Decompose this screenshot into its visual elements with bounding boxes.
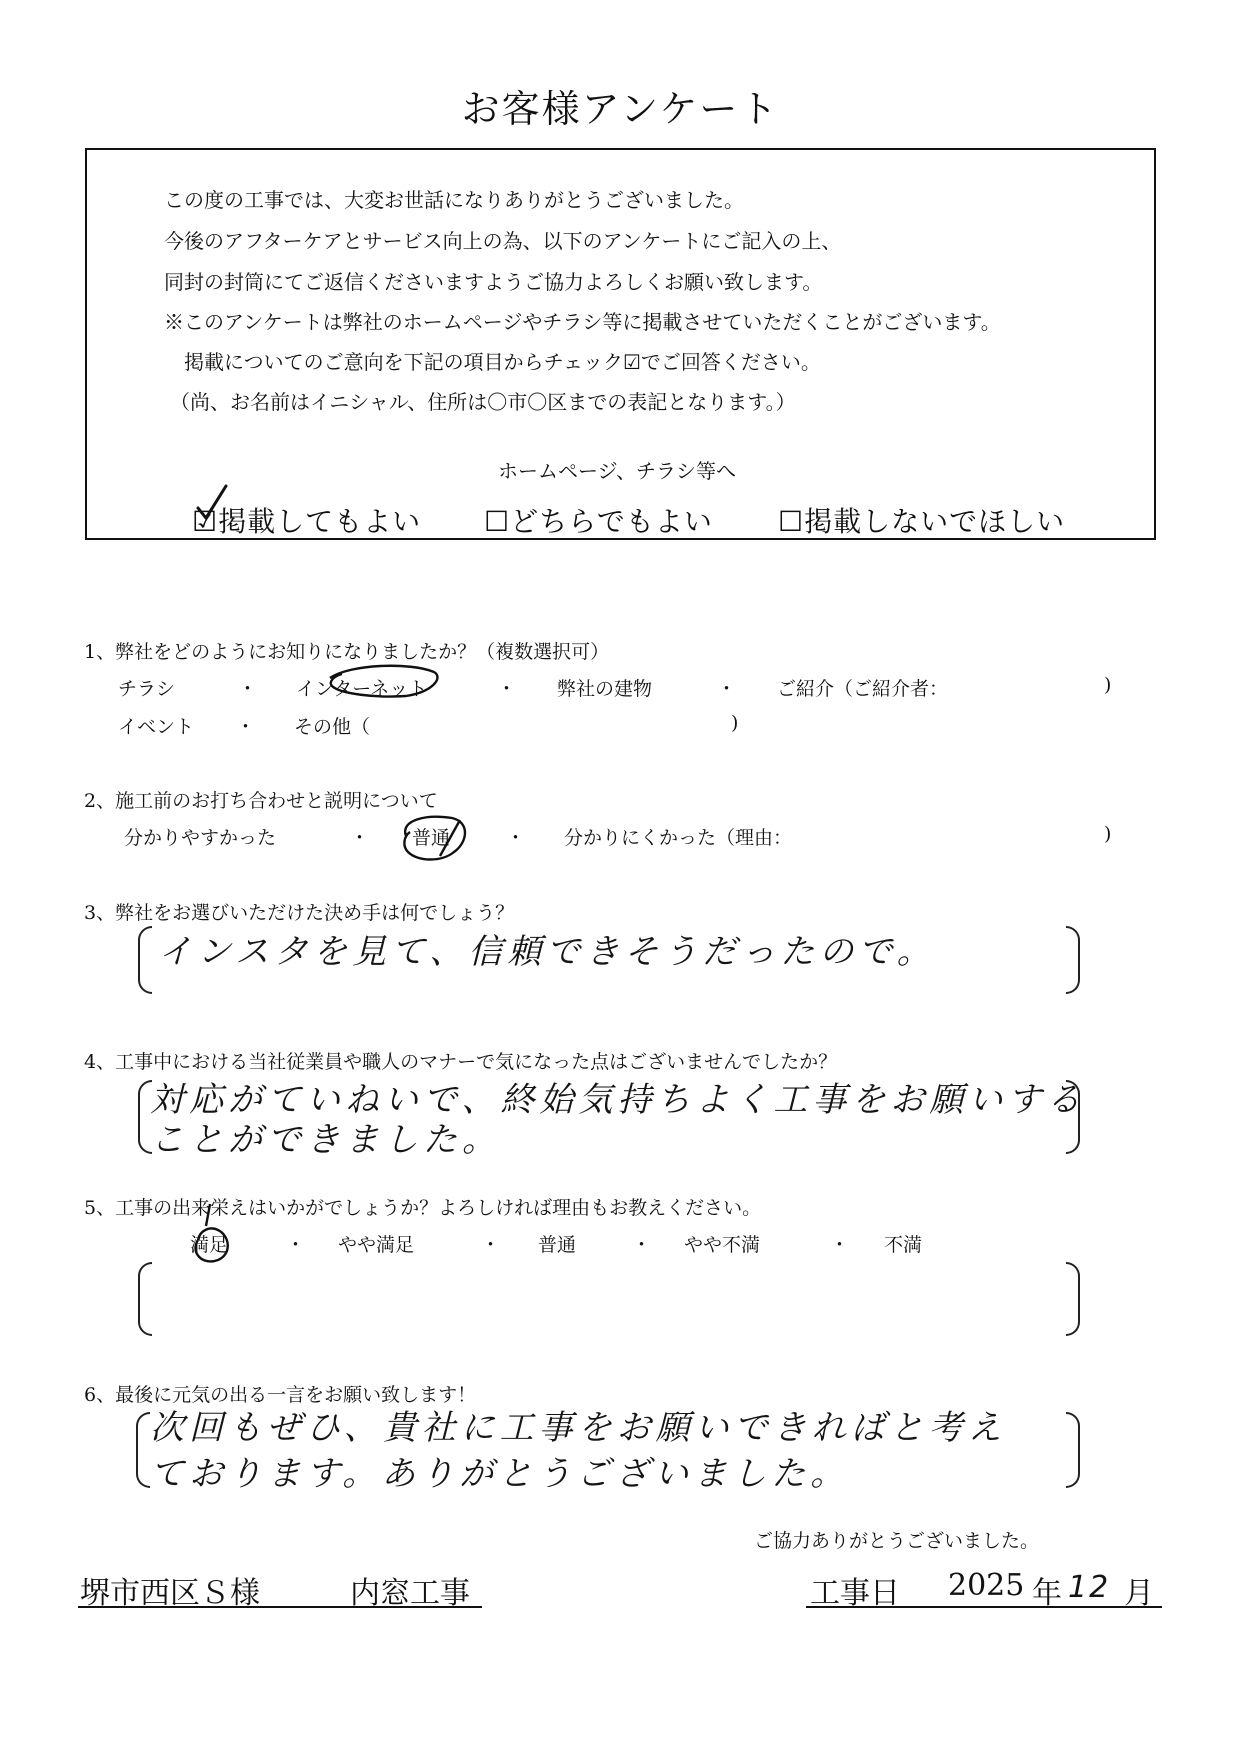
q3-question: 3、弊社をお選びいただけた決め手は何でしょう？	[84, 902, 515, 924]
separator: ・	[506, 827, 526, 849]
footer-year-unit: 年	[1032, 1576, 1062, 1611]
q2-question: 2、施工前のお打ち合わせと説明について	[84, 790, 438, 812]
publish-either-option[interactable]	[484, 500, 713, 540]
option-label: どちらでもよい	[510, 505, 713, 538]
close-paren: )	[1104, 674, 1112, 696]
intro-line: 同封の封筒にてご返信くださいますようご協力よろしくお願い致します。	[164, 270, 823, 294]
intro-line: ※このアンケートは弊社のホームページやチラシ等に掲載させていただくことがございます。	[164, 310, 1001, 334]
q5-option-somewhat-dissatisfied[interactable]: やや不満	[684, 1234, 761, 1256]
separator: ・	[350, 827, 370, 849]
separator: ・	[830, 1234, 850, 1256]
checkbox[interactable]: ☐	[778, 505, 805, 538]
footer-month[interactable]: 12	[1068, 1570, 1111, 1605]
checkbox[interactable]: ☐	[484, 505, 511, 538]
answer-bracket-right	[1066, 1262, 1080, 1336]
separator: ・	[481, 1234, 501, 1256]
q1-option-internet[interactable]: インターネット	[296, 678, 428, 700]
q5-question: 5、工事の出来栄えはいかがでしょうか？よろしければ理由もお教えください。	[84, 1197, 762, 1219]
q2-option-normal[interactable]: 普通	[412, 827, 451, 849]
close-paren: )	[731, 712, 739, 734]
thanks-note: ご協力ありがとうございました。	[754, 1530, 1040, 1552]
answer-bracket-left	[136, 1412, 150, 1488]
footer-date-label: 工事日	[810, 1576, 900, 1611]
footer-month-unit: 月	[1124, 1576, 1154, 1611]
option-label: 掲載しないでほしい	[804, 505, 1066, 538]
q5-option-satisfied[interactable]: 満足	[190, 1234, 229, 1256]
answer-bracket-right	[1066, 926, 1080, 994]
footer-customer: 堺市西区Ｓ様	[80, 1576, 260, 1611]
q1-option-event[interactable]: イベント	[118, 716, 195, 738]
q1-option-referral[interactable]: ご紹介（ご紹介者：	[777, 678, 949, 700]
page-title: お客様アンケート	[461, 87, 780, 131]
q1-option-flyer[interactable]: チラシ	[118, 678, 176, 700]
intro-line: この度の工事では、大変お世話になりありがとうございました。	[164, 188, 744, 212]
intro-line: 今後のアフターケアとサービス向上の為、以下のアンケートにご記入の上、	[164, 229, 842, 253]
intro-line: （尚、お名前はイニシャル、住所は〇市〇区までの表記となります。）	[170, 390, 796, 414]
checkbox-checked[interactable]: ☑	[192, 505, 219, 538]
hp-caption: ホームページ、チラシ等へ	[498, 459, 736, 483]
option-label: 掲載してもよい	[218, 505, 422, 538]
answer-bracket-right	[1066, 1412, 1080, 1488]
separator: ・	[717, 678, 737, 700]
q1-question: 1、弊社をどのようにお知りになりましたか？（複数選択可）	[84, 641, 610, 663]
selection-circle-icon	[310, 658, 450, 706]
checkmark-icon	[192, 484, 232, 524]
q5-option-normal[interactable]: 普通	[538, 1234, 577, 1256]
q6-answer-line[interactable]: ております。ありがとうございました。	[150, 1454, 850, 1494]
answer-bracket-left	[138, 926, 152, 994]
q5-option-dissatisfied[interactable]: 不満	[884, 1234, 923, 1256]
separator: ・	[236, 716, 256, 738]
q6-answer-line[interactable]: 次回もぜひ、貴社に工事をお願いできればと考え	[150, 1408, 1007, 1448]
close-paren: )	[1104, 823, 1112, 845]
q4-answer-line[interactable]: 対応がていねいで、終始気持ちよく工事をお願いする	[150, 1080, 1086, 1120]
footer-job: 内窓工事	[350, 1576, 470, 1611]
footer-underline	[78, 1606, 482, 1608]
q5-option-somewhat-satisfied[interactable]: やや満足	[338, 1234, 415, 1256]
separator: ・	[286, 1234, 306, 1256]
q2-option-unclear[interactable]: 分かりにくかった（理由：	[564, 827, 793, 849]
footer-underline	[806, 1606, 1162, 1608]
q1-option-building[interactable]: 弊社の建物	[557, 678, 653, 700]
separator: ・	[238, 678, 258, 700]
q1-option-other[interactable]: その他（	[294, 716, 371, 738]
q4-question: 4、工事中における当社従業員や職人のマナーで気になった点はございませんでしたか？	[84, 1051, 838, 1073]
q6-question: 6、最後に元気の出る一言をお願い致します！	[84, 1384, 477, 1406]
selection-circle-icon	[188, 1196, 236, 1268]
separator: ・	[632, 1234, 652, 1256]
q3-answer[interactable]: インスタを見て、信頼できそうだったので。	[158, 932, 936, 972]
footer-year: 2025	[948, 1568, 1025, 1603]
q4-answer-line[interactable]: ことができました。	[150, 1120, 501, 1160]
intro-line: 掲載についてのご意向を下記の項目からチェック☑でご回答ください。	[184, 350, 821, 374]
separator: ・	[497, 678, 517, 700]
q2-option-clear[interactable]: 分かりやすかった	[124, 827, 277, 849]
selection-circle-icon	[396, 812, 476, 866]
publish-no-option[interactable]	[778, 500, 1065, 540]
answer-bracket-left	[138, 1262, 152, 1336]
